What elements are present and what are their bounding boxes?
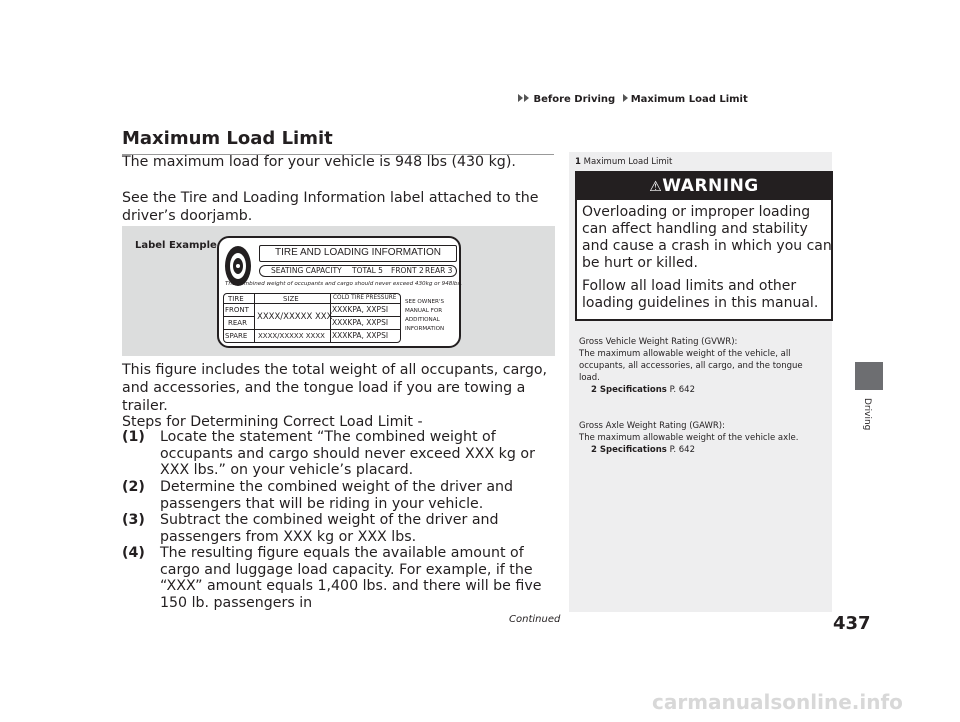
row-tire-rear: REAR (228, 319, 247, 327)
note-heading: 1 Maximum Load Limit (575, 157, 673, 167)
breadcrumb-item-before-driving[interactable]: Before Driving (533, 94, 616, 105)
warning-text-1: Overloading or improper loading can affect handling and stability and cause a crash in which you can be hurt or killed. (582, 204, 832, 271)
gvwr-xref[interactable]: 2 Specifications P. 642 (591, 385, 695, 395)
xref-icon: 2 (591, 445, 597, 455)
col-cold-tire-pressure: COLD TIRE PRESSURE (333, 295, 397, 301)
step-1: (1) Locate the statement “The combined weight of occupants and cargo should never exceed XXX kg or XXX lbs.” on your vehicle’s placard. (122, 429, 535, 478)
watermark: carmanualsonline.info (652, 690, 903, 714)
section-tab-label: Driving (862, 398, 872, 431)
see-also-paragraph: See the Tire and Loading Information label attached to the driver’s doorjamb. (122, 190, 539, 224)
xref-icon: 2 (591, 385, 597, 395)
pressure-rear: XXXKPA, XXPSI (332, 318, 389, 327)
gawr-title: Gross Axle Weight Rating (GAWR): (579, 421, 725, 431)
size-spare: XXXX/XXXXX XXXX (258, 332, 325, 340)
see-owners-manual: SEE OWNER'S MANUAL FOR ADDITIONAL INFORMATION (405, 299, 445, 332)
gawr-note (579, 420, 824, 456)
row-tire-front: FRONT (225, 306, 249, 314)
size-front-rear: XXXX/XXXXX XXX (257, 312, 333, 322)
continued-label: Continued (509, 614, 561, 625)
label-heading: TIRE AND LOADING INFORMATION (275, 247, 441, 258)
warning-icon: ⚠ (649, 179, 663, 195)
figure-description: This figure includes the total weight of all occupants, cargo, and accessories, and the tongue load if you are towing a trailer. (122, 362, 548, 414)
step-4: (4) The resulting figure equals the available amount of cargo and luggage load capacity. For example, if the “XXX” amount equals 1,400 lbs. and there will be five 150 lb. passengers in (122, 545, 542, 611)
gawr-xref[interactable]: 2 Specifications P. 642 (591, 445, 695, 455)
pressure-spare: XXXKPA, XXPSI (332, 331, 389, 340)
seating-front: FRONT 2 (391, 266, 424, 275)
section-tab[interactable] (855, 362, 883, 390)
page-number: 437 (833, 613, 871, 634)
note-ref-mark: 1 (575, 157, 581, 167)
tire-loading-label (217, 236, 461, 348)
combined-weight-note: The combined weight of occupants and cargo should never exceed 430kg or 948lbs. (225, 281, 463, 287)
breadcrumb-arrow-icon (524, 94, 529, 102)
breadcrumb (518, 94, 748, 105)
intro-paragraph: The maximum load for your vehicle is 948 lbs (430 kg). (122, 154, 516, 170)
step-2: (2) Determine the combined weight of the driver and passengers that will be riding in your vehicle. (122, 479, 514, 512)
breadcrumb-arrow-icon (623, 94, 628, 102)
pressure-front: XXXKPA, XXPSI (332, 305, 389, 314)
warning-text-2: Follow all load limits and other loading guidelines in this manual. (582, 278, 819, 311)
gvwr-note (579, 336, 824, 396)
col-size: SIZE (283, 295, 299, 303)
seating-total: TOTAL 5 (352, 266, 383, 275)
seating-capacity: SEATING CAPACITY (271, 266, 342, 275)
page-title: Maximum Load Limit (122, 128, 333, 149)
seating-rear: REAR 3 (425, 266, 453, 275)
steps-intro: Steps for Determining Correct Load Limit - (122, 414, 423, 430)
warning-title-bar: ⚠WARNING (577, 173, 831, 200)
col-tire: TIRE (228, 295, 244, 303)
label-example-caption: Label Example (135, 240, 217, 251)
row-tire-spare: SPARE (225, 332, 248, 340)
step-3: (3) Subtract the combined weight of the driver and passengers from XXX kg or XXX lbs. (122, 512, 499, 545)
breadcrumb-item-maximum-load-limit[interactable]: Maximum Load Limit (630, 94, 748, 105)
gawr-text: The maximum allowable weight of the vehicle axle. (579, 433, 799, 443)
gvwr-title: Gross Vehicle Weight Rating (GVWR): (579, 337, 738, 347)
gvwr-text: The maximum allowable weight of the vehicle, all occupants, all accessories, all cargo, and the tongue load. (579, 349, 803, 383)
breadcrumb-arrow-icon (518, 94, 523, 102)
